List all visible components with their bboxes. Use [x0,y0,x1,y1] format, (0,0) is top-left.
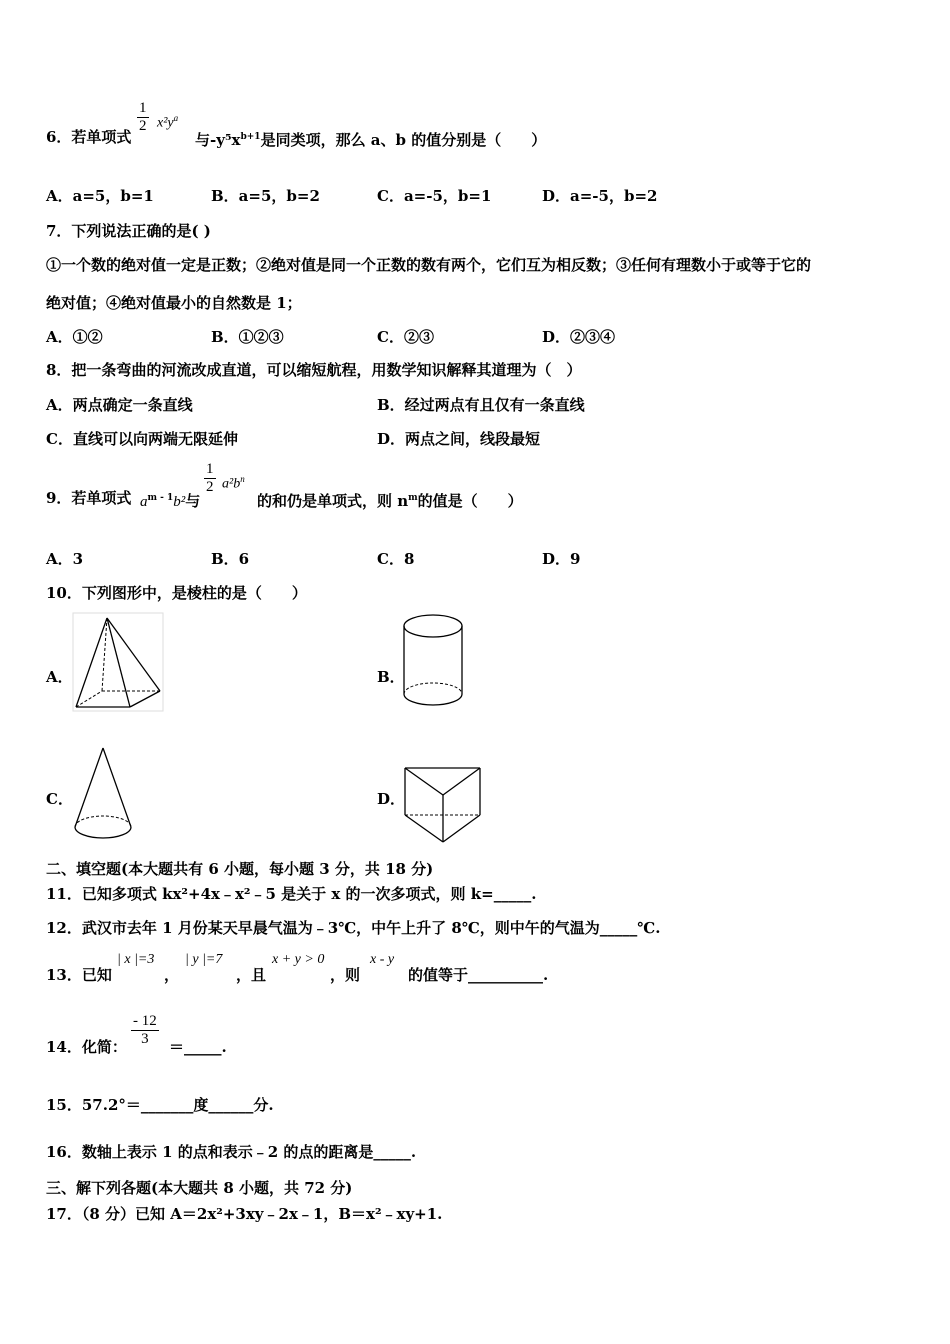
q7-option-c: C．②③ [377,328,434,346]
q8-option-b: B．经过两点有且仅有一条直线 [377,396,585,414]
q6-suffix: 与$-y^5x^{b+1}$是同类项，那么 a、b 的值分别是（ ） [195,131,547,149]
q6-option-b: B．a=5，b=2 [211,187,320,205]
cone-figure [72,745,136,845]
q15: 15．57.2°＝_______度______分. [46,1096,274,1114]
q14-frac-num: - 12 [133,1013,157,1029]
q13-then: ，则 [330,966,361,984]
q6-option-c: C．a=-5，b=1 [377,187,492,205]
q10-label-d: D． [377,790,406,808]
q9-fraction [204,461,216,496]
q9-option-a: A．3 [46,550,84,568]
q13-prefix: 13．已知 [46,966,112,984]
q9-option-b: B．6 [211,550,250,568]
q9-suffix: 的和仍是单项式，则 $n^m$的值是（ ） [257,492,523,510]
q9-frac-num: 1 [206,461,214,477]
q7-option-a: A．①② [46,328,103,346]
q13-abs-x: | x |=3 [117,952,155,967]
q8-stem: 8．把一条弯曲的河流改成直道，可以缩短航程，用数学知识解释其道理为（ ） [46,361,582,379]
q13-comma: ， [164,966,180,984]
q14-fraction [131,1013,159,1048]
q13-and: ，且 [236,966,267,984]
q9-option-c: C．8 [377,550,415,568]
q17: 17．（8 分）已知 A＝2x²+3xy﹣2x﹣1，B＝x²﹣xy+1. [46,1205,443,1223]
q10-label-b: B． [377,668,405,686]
q9-option-d: D．9 [542,550,581,568]
section2-heading: 二、填空题(本大题共有 6 小题，每小题 3 分，共 18 分) [46,860,434,878]
q13-abs-y: | y |=7 [185,952,223,967]
q12: 12．武汉市去年 1 月份某天早晨气温为﹣3℃，中午上升了 8℃，则中午的气温为_____℃. [46,919,661,937]
q6-fraction [137,100,149,135]
q7-body-line2: 绝对值；④绝对值最小的自然数是 1； [46,294,302,312]
q7-option-d: D．②③④ [542,328,616,346]
q6-prefix: 6．若单项式 [46,128,132,146]
q10-stem: 10．下列图形中，是棱柱的是（ ） [46,584,307,602]
q7-option-b: B．①②③ [211,328,284,346]
q9-mono1: $a^{m - 1}b^2$与 [140,492,201,510]
cylinder-figure [400,612,466,712]
triangular-prism-figure [403,765,483,845]
q7-body-line1: ①一个数的绝对值一定是正数；②绝对值是同一个正数的数有两个，它们互为相反数；③任何有理数小于或等于它的 [46,256,812,274]
q7-stem: 7．下列说法正确的是( ) [46,222,211,240]
q13-suffix: 的值等于__________. [408,966,549,984]
q8-option-a: A．两点确定一条直线 [46,396,193,414]
q6-frac-num: 1 [139,100,147,116]
q16: 16．数轴上表示 1 的点和表示﹣2 的点的距离是_____. [46,1143,417,1161]
q8-option-d: D．两点之间，线段最短 [377,430,541,448]
q10-label-a: A． [46,668,73,686]
q14-suffix: ＝_____. [169,1038,227,1056]
q9-frac-den: 2 [206,479,214,495]
q6-mono1: $x^2y^a$ [157,113,179,131]
q6-frac-den: 2 [139,118,147,134]
q11: 11．已知多项式 kx²+4x﹣x²﹣5 是关于 x 的一次多项式，则 k=_____. [46,885,537,903]
q6-option-a: A．a=5，b=1 [46,187,154,205]
q14-prefix: 14．化简： [46,1038,127,1056]
section3-heading: 三、解下列各题(本大题共 8 小题，共 72 分) [46,1179,353,1197]
pyramid-figure [72,612,164,712]
q14-frac-den: 3 [141,1031,149,1047]
q10-label-c: C． [46,790,73,808]
q13-condition: x + y > 0 [272,952,325,967]
q13-expr: x - y [370,952,395,967]
q8-option-c: C．直线可以向两端无限延伸 [46,430,238,448]
q9-prefix: 9．若单项式 [46,489,132,507]
q9-mono2: $a^2b^n$ [222,474,245,492]
q6-option-d: D．a=-5，b=2 [542,187,658,205]
